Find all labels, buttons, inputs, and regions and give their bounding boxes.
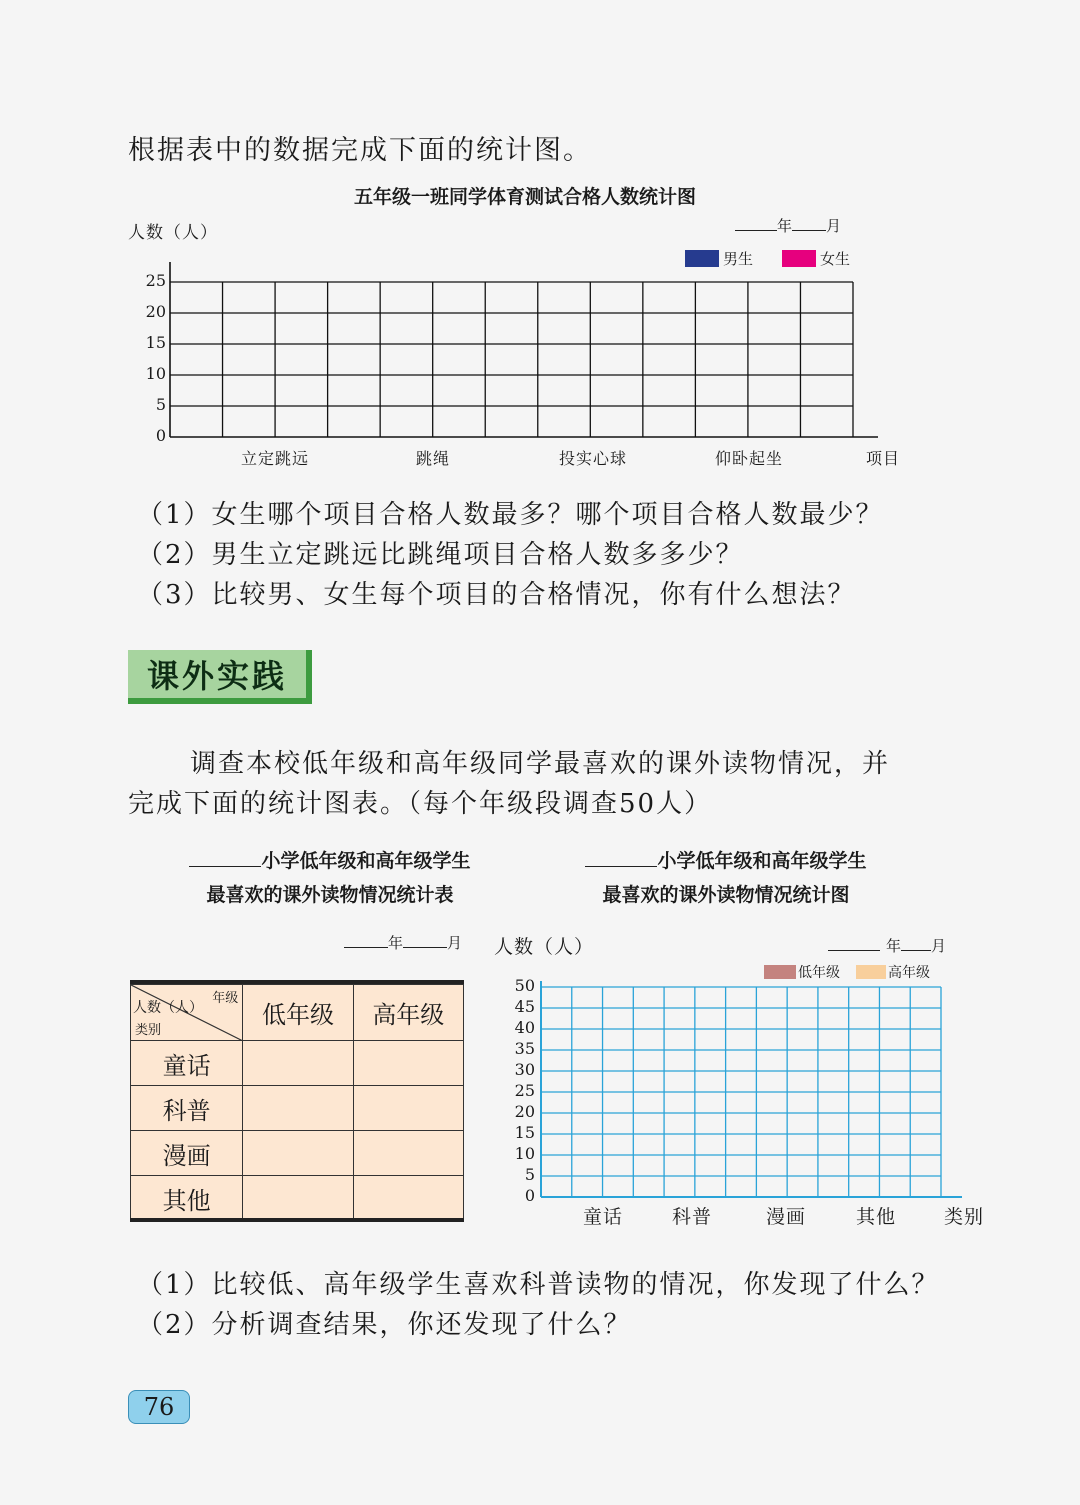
intro-text: 根据表中的数据完成下面的统计图。 <box>128 135 592 166</box>
instructions-line2: 完成下面的统计图表。（每个年级段调查50人） <box>128 789 713 819</box>
y-tick-label: 20 <box>514 1102 535 1121</box>
chart2-xlabel: 类别 <box>944 1206 985 1228</box>
y-tick-label: 25 <box>145 271 166 290</box>
row-label: 其他 <box>131 1176 243 1221</box>
y-tick-label: 25 <box>514 1081 535 1100</box>
year-label: 年 <box>777 217 793 235</box>
row-label: 童话 <box>131 1041 243 1086</box>
corner-mid: 人数（人） <box>133 1000 203 1016</box>
x-category-label: 漫画 <box>765 1206 806 1228</box>
y-tick-label: 5 <box>524 1165 535 1184</box>
y-tick-label: 20 <box>145 302 166 321</box>
col-header-low: 低年级 <box>243 985 353 1041</box>
y-tick-label: 30 <box>514 1060 535 1079</box>
legend-label: 男生 <box>723 250 754 268</box>
legend-label: 女生 <box>820 250 851 268</box>
y-tick-label: 0 <box>524 1186 535 1205</box>
x-category-label: 投实心球 <box>558 449 627 468</box>
y-tick-label: 50 <box>514 976 535 995</box>
legend-label: 低年级 <box>798 965 840 981</box>
year-label: 年 <box>886 937 902 955</box>
row-label: 漫画 <box>131 1131 243 1176</box>
month-label: 月 <box>447 934 463 952</box>
y-tick-label: 15 <box>514 1123 535 1142</box>
chart1-xlabel: 项目 <box>866 449 901 468</box>
y-tick-label: 45 <box>514 997 535 1016</box>
col-header-high: 高年级 <box>353 985 463 1041</box>
x-category-label: 科普 <box>671 1206 712 1228</box>
corner-top: 年级 <box>212 991 239 1006</box>
chart2-title-line2: 最喜欢的课外读物情况统计图 <box>602 884 850 906</box>
table-title-line2: 最喜欢的课外读物情况统计表 <box>206 884 454 906</box>
question2-1: （1）比较低、高年级学生喜欢科普读物的情况，你发现了什么？ <box>137 1270 940 1300</box>
chart1-ylabel: 人数（人） <box>128 223 218 243</box>
question2-2: （2）分析调查结果，你还发现了什么？ <box>137 1310 632 1340</box>
x-category-label: 童话 <box>582 1206 623 1228</box>
month-label: 月 <box>826 217 842 235</box>
year-label: 年 <box>388 934 404 952</box>
y-tick-label: 15 <box>145 333 166 352</box>
instructions-line1: 调查本校低年级和高年级同学最喜欢的课外读物情况，并 <box>190 749 891 779</box>
table-title-line1: 小学低年级和高年级学生 <box>261 850 471 872</box>
y-tick-label: 0 <box>155 426 166 445</box>
y-tick-label: 10 <box>514 1144 535 1163</box>
x-category-label: 立定跳远 <box>240 449 309 468</box>
y-tick-label: 40 <box>514 1018 535 1037</box>
chart2-grid <box>541 981 962 1197</box>
x-category-label: 跳绳 <box>415 449 450 468</box>
question-3: （3）比较男、女生每个项目的合格情况，你有什么想法？ <box>137 580 856 610</box>
month-label: 月 <box>931 937 947 955</box>
x-category-label: 其他 <box>855 1206 896 1228</box>
y-tick-label: 5 <box>155 395 166 414</box>
section-title: 课外实践 <box>128 650 312 704</box>
chart2-ylabel: 人数（人） <box>494 936 595 958</box>
chart1-title: 五年级一班同学体育测试合格人数统计图 <box>353 186 696 208</box>
question-2: （2）男生立定跳远比跳绳项目合格人数多多少？ <box>137 540 744 570</box>
row-label: 科普 <box>131 1086 243 1131</box>
legend-label: 高年级 <box>888 965 930 981</box>
x-category-label: 仰卧起坐 <box>714 449 783 468</box>
question-1: （1）女生哪个项目合格人数最多？哪个项目合格人数最少？ <box>137 500 884 530</box>
corner-bottom: 类别 <box>135 1023 162 1038</box>
page-number: 76 <box>128 1390 190 1424</box>
chart2-title-line1: 小学低年级和高年级学生 <box>657 850 867 872</box>
y-tick-label: 10 <box>145 364 166 383</box>
y-tick-label: 35 <box>514 1039 535 1058</box>
